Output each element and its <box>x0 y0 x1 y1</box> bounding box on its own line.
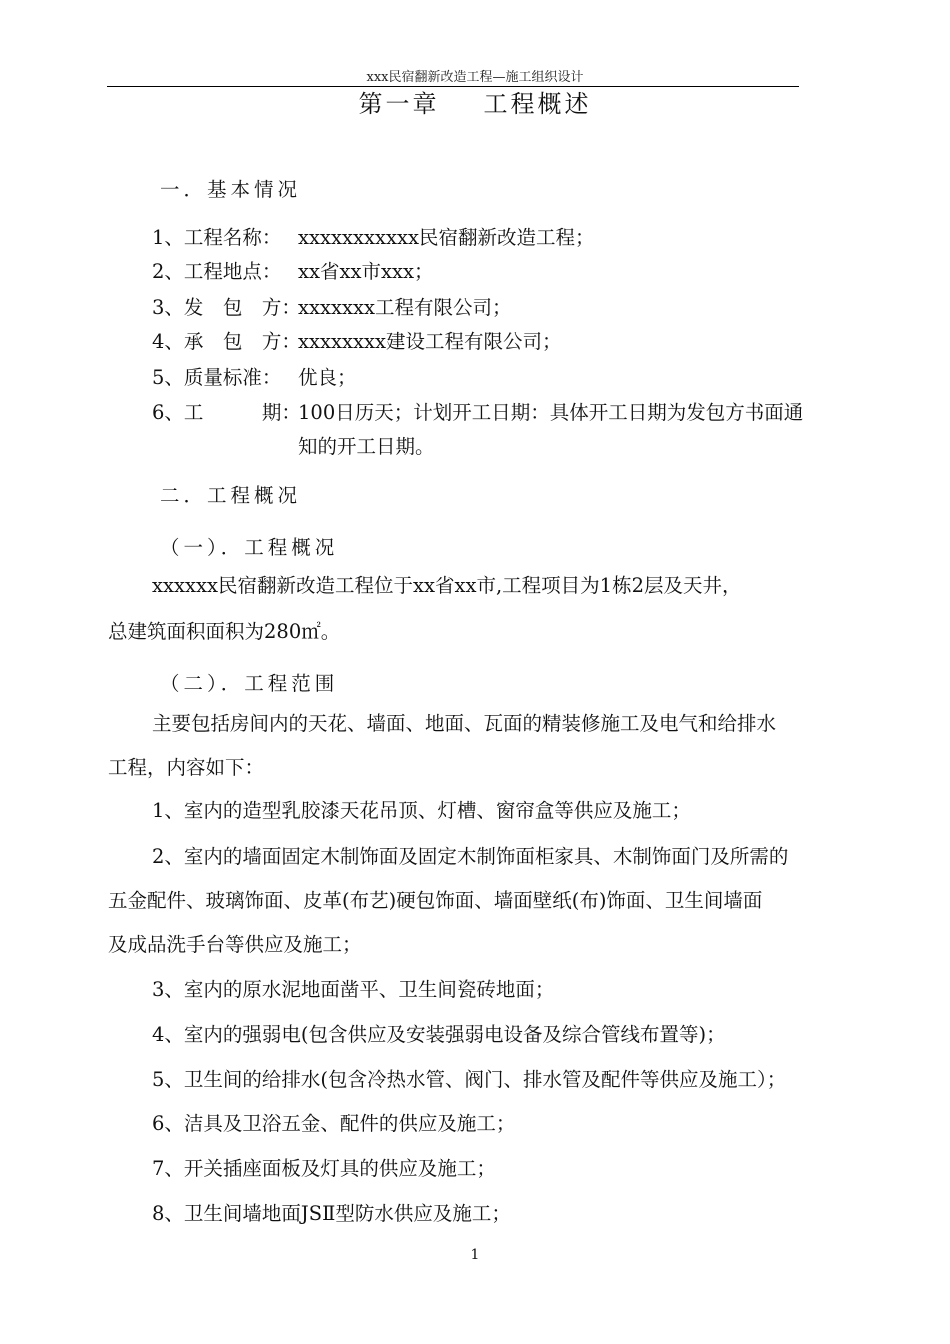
info-item-employer-label: 3、发 包 方： <box>152 296 301 319</box>
scope-item-3: 3、室内的原水泥地面凿平、卫生间瓷砖地面； <box>152 978 555 1001</box>
subsection-heading-scope: （二）．工程范围 <box>160 672 339 695</box>
scope-item-8: 8、卫生间墙地面JSⅡ型防水供应及施工； <box>152 1202 511 1225</box>
info-item-quality-label: 5、质量标准： <box>152 366 282 389</box>
scope-item-2-line-2: 五金配件、玻璃饰面、皮革(布艺)硬包饰面、墙面壁纸(布)饰面、卫生间墙面 <box>108 889 763 912</box>
overview-paragraph-line-1: xxxxxx民宿翻新改造工程位于xx省xx市,工程项目为1栋2层及天井， <box>152 574 742 597</box>
scope-item-6: 6、洁具及卫浴五金、配件的供应及施工； <box>152 1112 516 1135</box>
scope-intro-line-2: 工程，内容如下： <box>108 756 265 779</box>
info-item-employer-value: xxxxxxx工程有限公司； <box>298 296 512 319</box>
section-heading-basic: 一．基本情况 <box>160 178 302 201</box>
scope-item-2-line-3: 及成品洗手台等供应及施工； <box>108 933 362 956</box>
chapter-heading <box>0 88 950 120</box>
scope-item-5: 5、卫生间的给排水(包含冷热水管、阀门、排水管及配件等供应及施工）； <box>152 1068 787 1091</box>
chapter-number: 第一章 <box>358 90 440 118</box>
subsection-heading-overview: （一）．工程概况 <box>160 536 339 559</box>
page-number: 1 <box>470 1247 480 1263</box>
info-item-location-value: xx省xx市xxx； <box>298 260 434 283</box>
scope-item-2-line-1: 2、室内的墙面固定木制饰面及固定木制饰面柜家具、木制饰面门及所需的 <box>152 845 789 868</box>
info-item-duration-label: 6、工 期： <box>152 401 301 424</box>
info-item-project-name-label: 1、工程名称： <box>152 226 282 249</box>
info-item-duration-value: 100日历天；计划开工日期：具体开工日期为发包方书面通 <box>298 401 804 424</box>
chapter-title: 工程概述 <box>483 90 592 118</box>
info-item-location-label: 2、工程地点： <box>152 260 282 283</box>
info-item-project-name-value: xxxxxxxxxxx民宿翻新改造工程； <box>298 226 595 249</box>
page-header: xxx民宿翻新改造工程—施工组织设计 <box>366 70 584 85</box>
scope-item-7: 7、开关插座面板及灯具的供应及施工； <box>152 1157 496 1180</box>
scope-intro-line-1: 主要包括房间内的天花、墙面、地面、瓦面的精装修施工及电气和给排水 <box>152 712 777 735</box>
scope-item-4: 4、室内的强弱电(包含供应及安装强弱电设备及综合管线布置等)； <box>152 1023 726 1046</box>
info-item-quality-value: 优良； <box>298 366 357 389</box>
header-rule <box>107 86 799 87</box>
info-item-contractor-label: 4、承 包 方： <box>152 330 301 353</box>
section-heading-overview: 二．工程概况 <box>160 484 302 507</box>
overview-paragraph-line-2: 总建筑面积面积为280㎡。 <box>108 620 341 643</box>
info-item-contractor-value: xxxxxxxx建设工程有限公司； <box>298 330 562 353</box>
scope-item-1: 1、室内的造型乳胶漆天花吊顶、灯槽、窗帘盒等供应及施工； <box>152 799 691 822</box>
info-item-duration-value-continued: 知的开工日期。 <box>298 435 435 458</box>
